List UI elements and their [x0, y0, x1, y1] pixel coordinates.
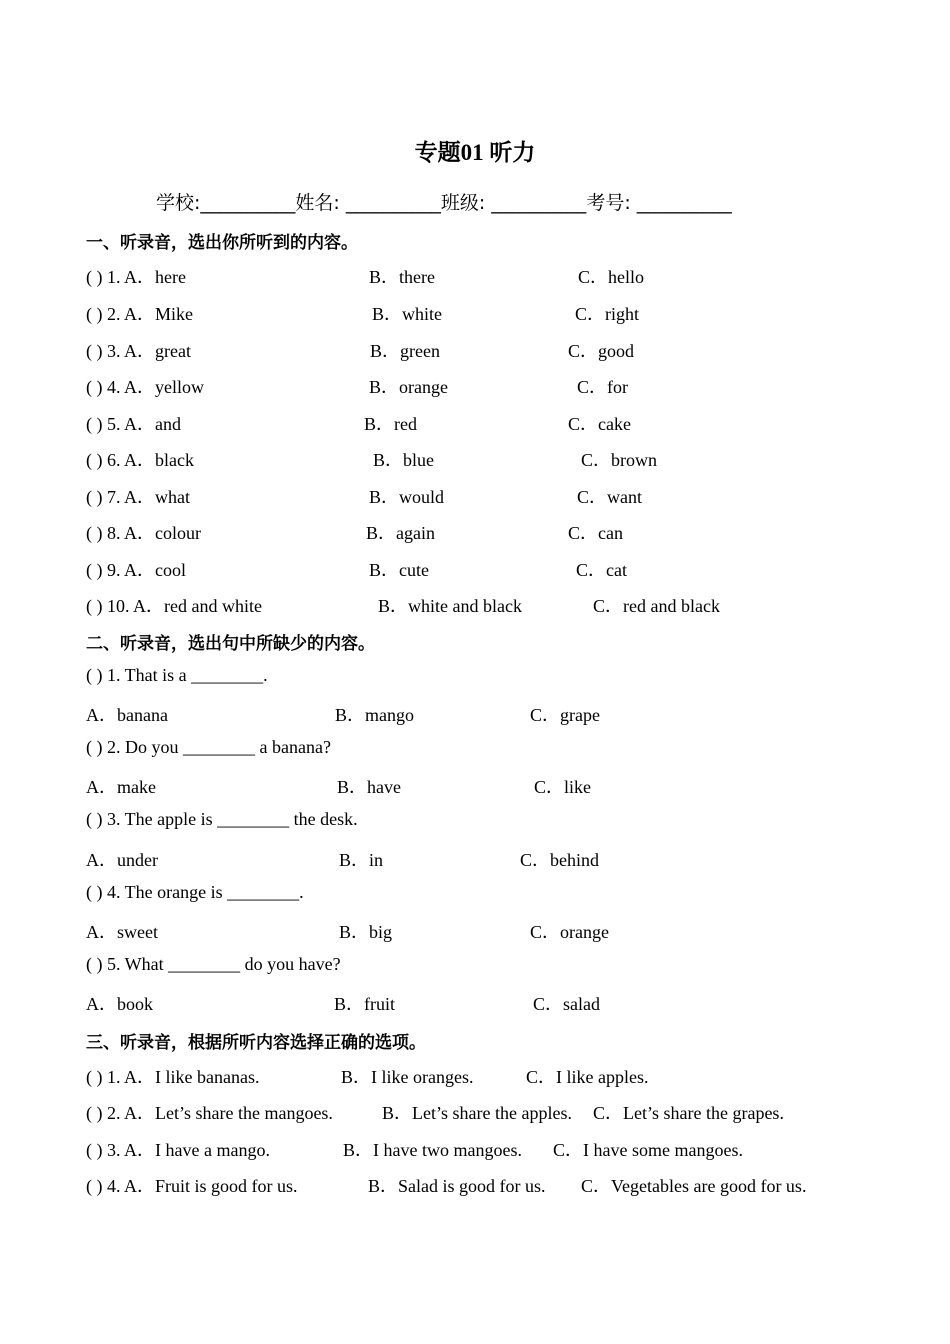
- option-a: ( ) 9. A．cool: [86, 560, 186, 580]
- option-c: C．can: [568, 523, 623, 543]
- option-c: C．want: [577, 487, 642, 507]
- option-b: B．green: [370, 341, 440, 361]
- name-field: 姓名: __________: [295, 192, 441, 214]
- option-c: C．I have some mangoes.: [553, 1140, 743, 1160]
- option-a: A．banana: [86, 705, 168, 725]
- option-b: B．blue: [373, 450, 434, 470]
- option-b: B．red: [364, 414, 417, 434]
- section2-heading: 二、听录音，选出句中所缺少的内容。: [86, 634, 375, 654]
- option-b: B．I like oranges.: [341, 1067, 474, 1087]
- option-b: B．white: [372, 304, 442, 324]
- option-c: C．I like apples.: [526, 1067, 649, 1087]
- option-c: C．Let’s share the grapes.: [593, 1103, 784, 1123]
- option-a: ( ) 2. A．Mike: [86, 304, 193, 324]
- option-a: ( ) 4. A．yellow: [86, 377, 204, 397]
- question-text: ( ) 3. The apple is ________ the desk.: [86, 809, 358, 829]
- option-a: ( ) 10. A．red and white: [86, 596, 262, 616]
- option-a: ( ) 7. A．what: [86, 487, 190, 507]
- option-a: ( ) 3. A．I have a mango.: [86, 1140, 270, 1160]
- option-b: B．mango: [335, 705, 414, 725]
- option-c: C．grape: [530, 705, 600, 725]
- option-c: C．cat: [576, 560, 627, 580]
- exam-number-field: 考号: __________: [586, 192, 732, 214]
- option-b: B．have: [337, 777, 401, 797]
- option-c: C．like: [534, 777, 591, 797]
- option-c: C．good: [568, 341, 635, 361]
- student-info-line: [156, 188, 732, 215]
- option-c: C．orange: [530, 922, 609, 942]
- class-field: 班级: __________: [440, 192, 587, 214]
- page-title: 专题01 听力: [414, 140, 536, 165]
- option-c: C．hello: [578, 267, 644, 287]
- option-a: ( ) 5. A．and: [86, 414, 181, 434]
- option-b: B．cute: [369, 560, 429, 580]
- option-c: C．for: [577, 377, 628, 397]
- option-b: B．Let’s share the apples.: [382, 1103, 572, 1123]
- option-a: ( ) 1. A．here: [86, 267, 186, 287]
- option-c: C．behind: [520, 850, 599, 870]
- option-b: B．again: [366, 523, 435, 543]
- option-c: C．right: [575, 304, 640, 324]
- option-a: A．sweet: [86, 922, 158, 942]
- option-b: B．I have two mangoes.: [343, 1140, 522, 1160]
- option-b: B．fruit: [334, 994, 395, 1014]
- option-a: ( ) 8. A．colour: [86, 523, 201, 543]
- option-b: B．in: [339, 850, 384, 870]
- question-text: ( ) 2. Do you ________ a banana?: [86, 737, 331, 757]
- option-a: ( ) 4. A．Fruit is good for us.: [86, 1176, 298, 1196]
- option-b: B．big: [339, 922, 393, 942]
- option-a: ( ) 6. A．black: [86, 450, 194, 470]
- option-c: C．Vegetables are good for us.: [581, 1176, 807, 1196]
- section3-heading: 三、听录音，根据所听内容选择正确的选项。: [86, 1033, 426, 1053]
- question-text: ( ) 5. What ________ do you have?: [86, 954, 341, 974]
- option-c: C．brown: [581, 450, 657, 470]
- question-text: ( ) 1. That is a ________.: [86, 665, 268, 685]
- option-c: C．cake: [568, 414, 631, 434]
- option-b: B．Salad is good for us.: [368, 1176, 546, 1196]
- option-a: A．book: [86, 994, 153, 1014]
- option-b: B．would: [369, 487, 445, 507]
- option-b: B．orange: [369, 377, 448, 397]
- option-a: ( ) 2. A．Let’s share the mangoes.: [86, 1103, 333, 1123]
- option-a: A．under: [86, 850, 158, 870]
- school-field: 学校:__________: [156, 192, 296, 214]
- option-b: B．white and black: [378, 596, 522, 616]
- option-c: C．salad: [533, 994, 600, 1014]
- option-c: C．red and black: [593, 596, 720, 616]
- option-b: B．there: [369, 267, 435, 287]
- question-text: ( ) 4. The orange is ________.: [86, 882, 304, 902]
- option-a: A．make: [86, 777, 156, 797]
- option-a: ( ) 3. A．great: [86, 341, 191, 361]
- section1-heading: 一、听录音，选出你所听到的内容。: [86, 233, 358, 253]
- option-a: ( ) 1. A．I like bananas.: [86, 1067, 260, 1087]
